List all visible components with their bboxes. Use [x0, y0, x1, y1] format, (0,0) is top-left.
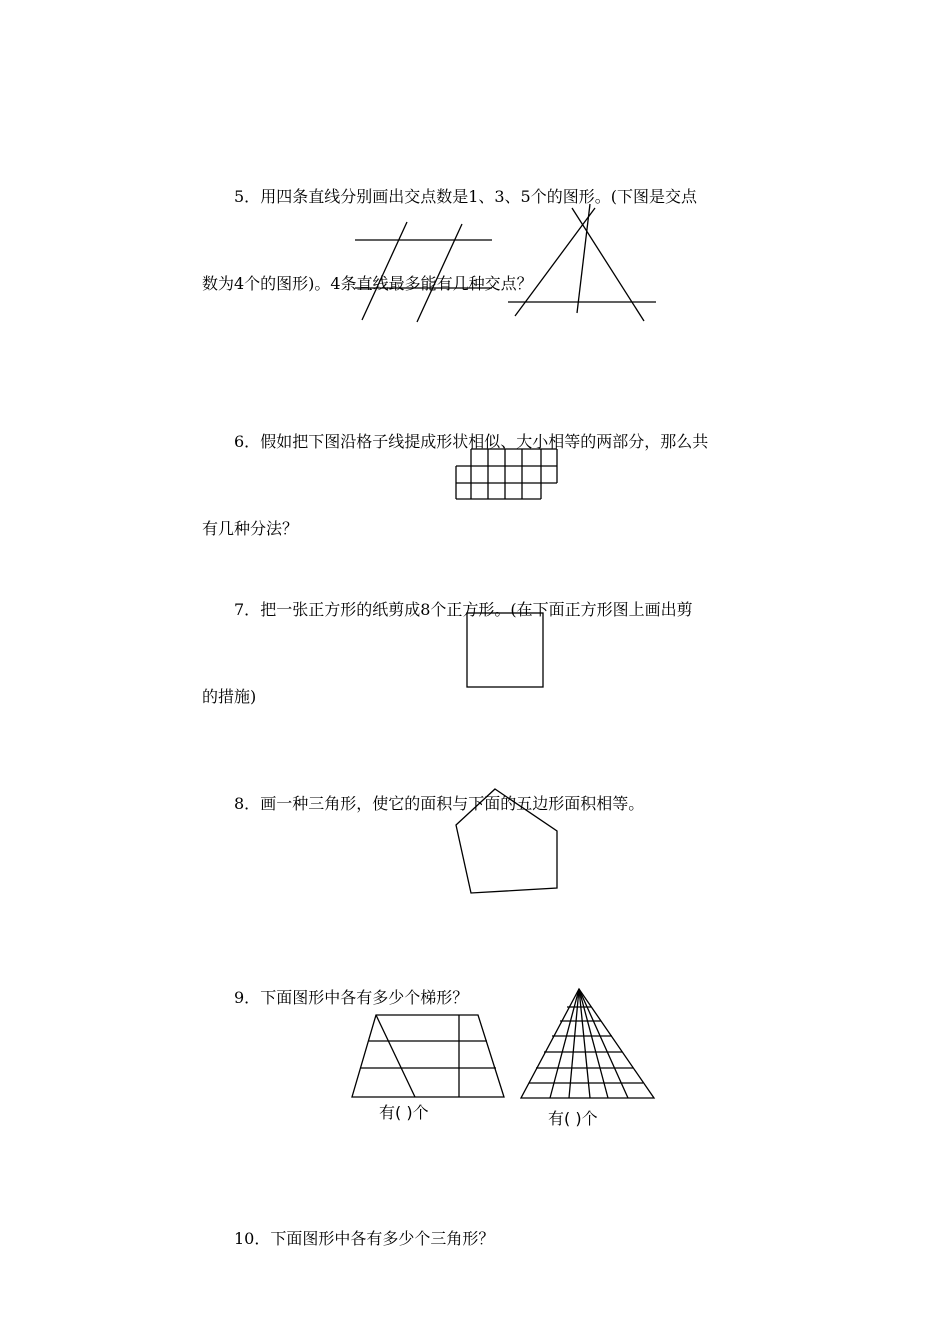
question-6-line-2: 有几种分法？ — [202, 519, 299, 538]
question-5-line-1: 5．用四条直线分别画出交点数是1、3、5个的图形。(下图是交点 — [234, 187, 697, 206]
question-10-line-1: 10．下面图形中各有多少个三角形？ — [234, 1229, 495, 1248]
question-7-line-1: 7．把一张正方形的纸剪成8个正方形。(在下面正方形图上画出剪 — [234, 600, 693, 619]
figure-9-left-trapezoid — [352, 1015, 504, 1097]
question-9-line-1: 9．下面图形中各有多少个梯形？ — [234, 988, 469, 1007]
question-7-line-2: 的措施) — [202, 687, 257, 706]
question-5-line-2: 数为4个的图形)。4条直线最多能有几种交点？ — [202, 274, 533, 293]
question-10 — [202, 1166, 802, 1282]
figure-9-right-answer: 有( )个 — [548, 1109, 598, 1128]
question-6-line-1: 6．假如把下图沿格子线提成形状相似、大小相等的两部分，那么共 — [234, 432, 709, 451]
question-8-line-1: 8．画一种三角形，使它的面积与下面的五边形面积相等。 — [234, 794, 645, 813]
figure-9-left-answer: 有( )个 — [379, 1103, 429, 1122]
figure-9-right-triangle — [521, 989, 654, 1098]
